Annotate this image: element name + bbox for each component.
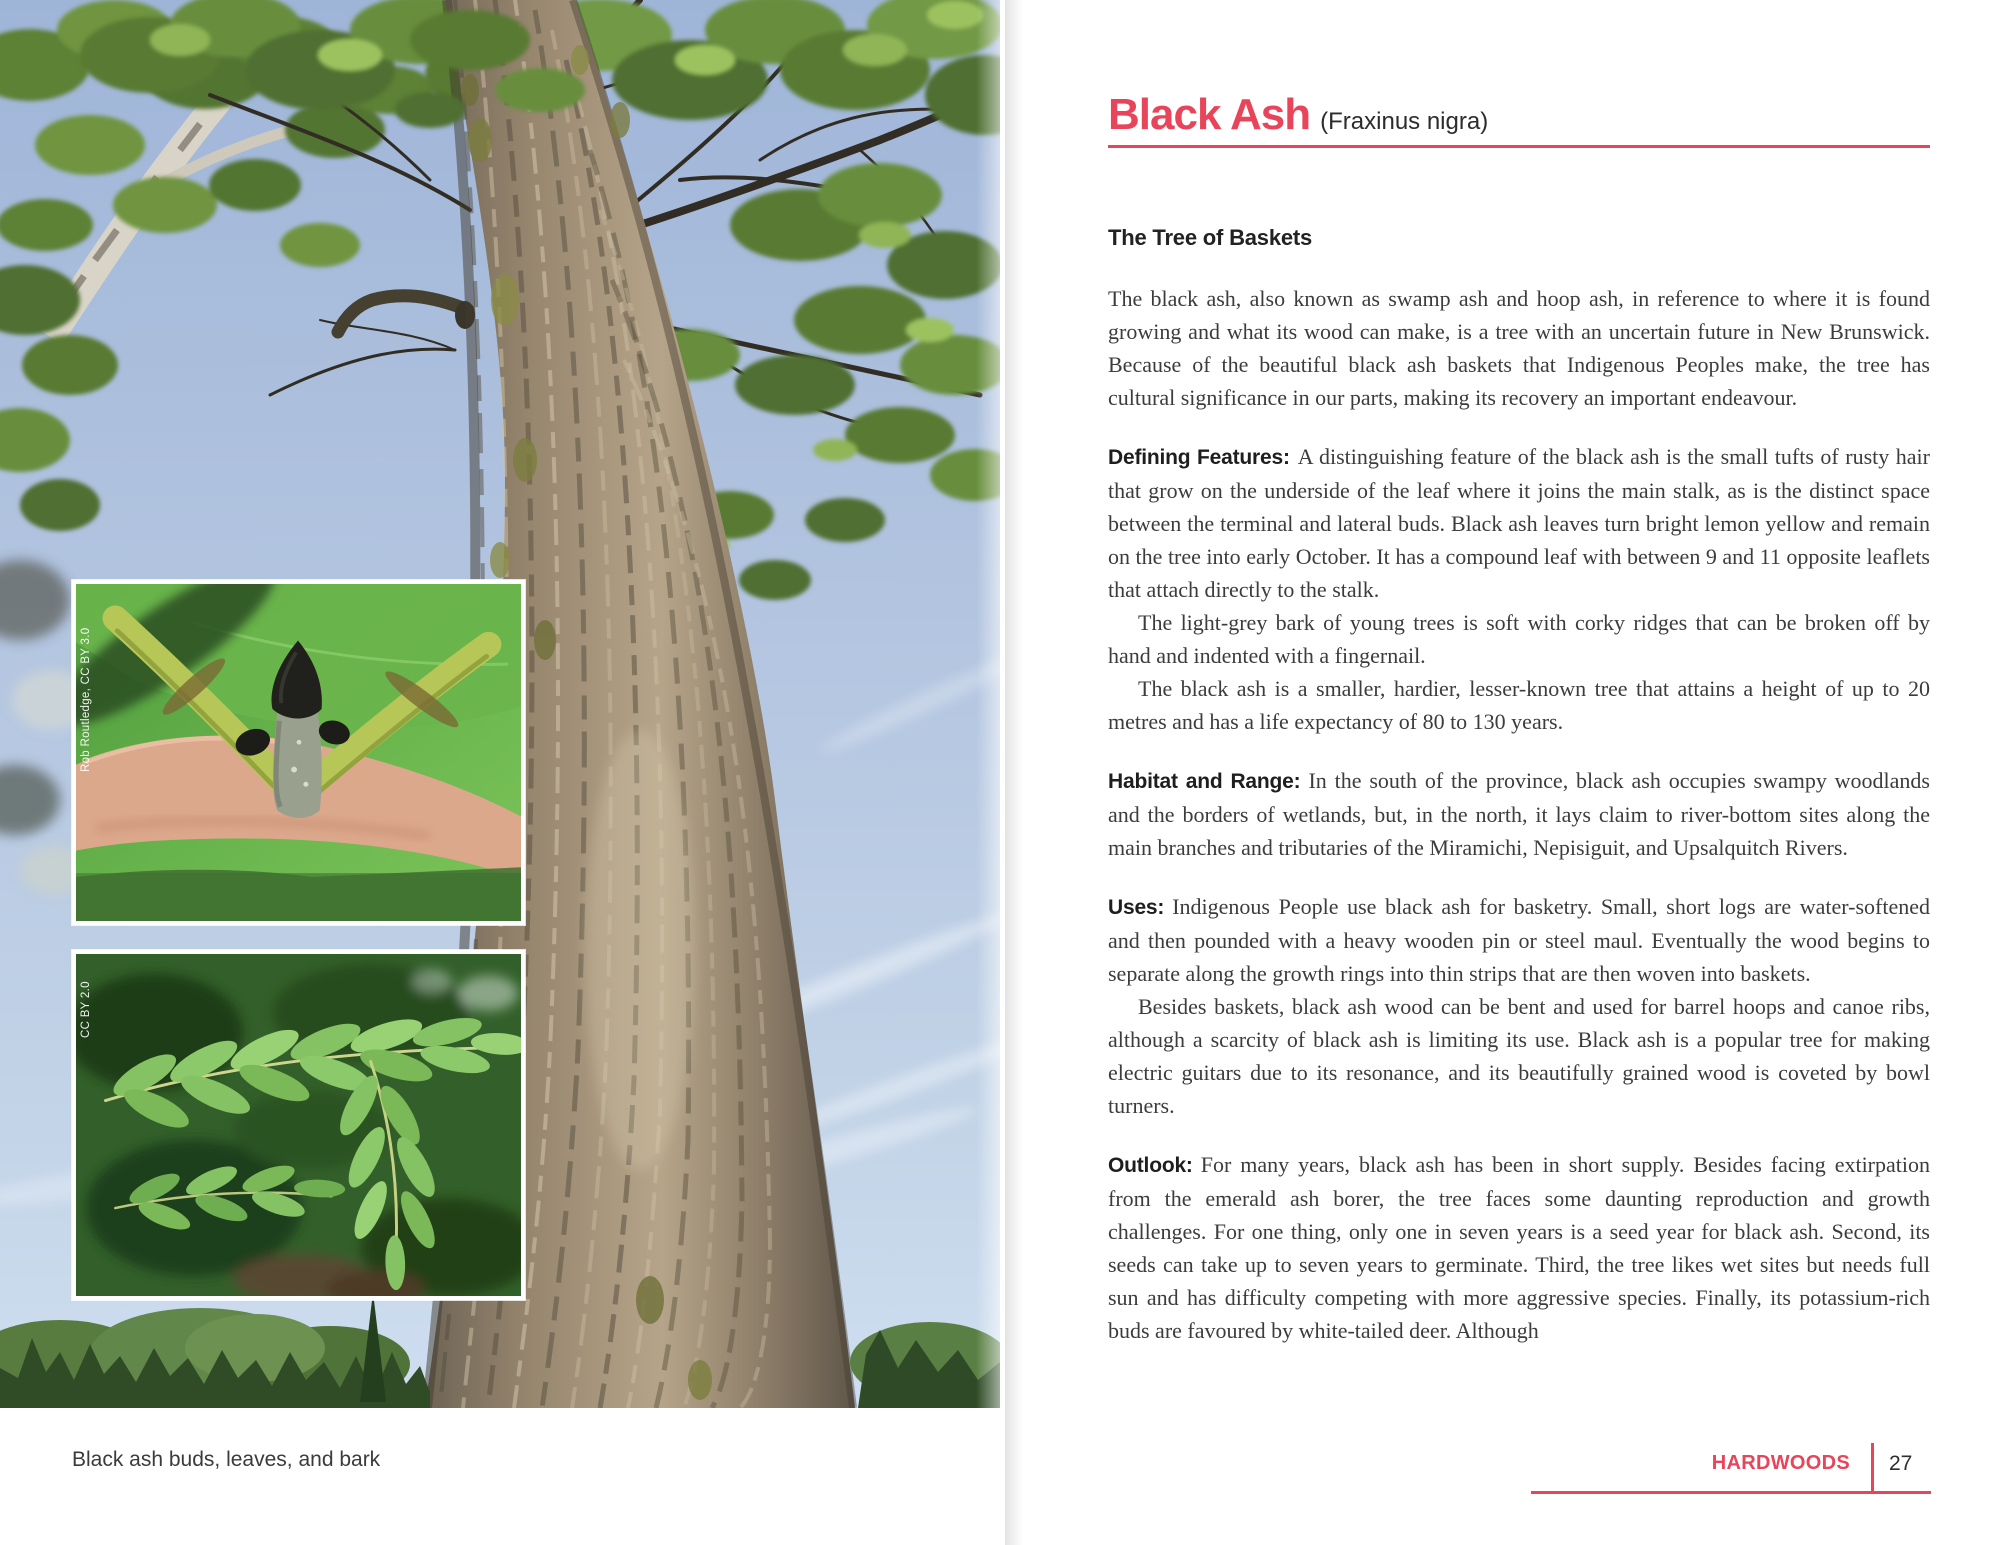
section-label: Outlook: xyxy=(1108,1154,1193,1177)
section-heading: The Tree of Baskets xyxy=(1108,225,1313,250)
section-label: Defining Features: xyxy=(1108,446,1290,469)
leaves-illustration xyxy=(76,954,521,1296)
section-label: Uses: xyxy=(1108,896,1165,919)
footer-rule xyxy=(1531,1491,1931,1494)
right-page xyxy=(1005,0,2000,1545)
section-text: Indigenous People use black ash for basketry. Small, short logs are water-softened and then pounded with a heavy wooden pin or steel maul. Eventually the wood begins to separate along the growth rings into thin strips that are then woven into baskets. xyxy=(1108,894,1930,986)
footer-section-label: HARDWOODS xyxy=(1711,1452,1850,1474)
body-paragraph xyxy=(1108,1148,1930,1347)
body-paragraph xyxy=(1108,440,1930,606)
intro-paragraph: The black ash, also known as swamp ash and hoop ash, in reference to where it is found growing and what its wood can make, is a tree with an uncertain future in New Brunswick. Because of the beautiful black ash baskets that Indigenous Peoples make, the tree has cultural significance in our parts, making its recovery an important endeavour. xyxy=(1108,286,1930,410)
photo-caption: Black ash buds, leaves, and bark xyxy=(72,1448,381,1471)
section-text: For many years, black ash has been in short supply. Besides facing extirpation from the emerald ash borer, the tree faces some daunting reproduction and growth challenges. For one thing, only one in seven years is a seed year for black ash. Second, its seeds can take up to seven years to germinate. Third, the tree likes wet sites but needs full sun and has difficulty competing with more aggressive species. Finally, its potassium-rich buds are favoured by white-tailed deer. Although xyxy=(1108,1152,1930,1343)
title-block xyxy=(1108,90,1930,140)
buds-inset-photo xyxy=(72,580,525,925)
section-text: In the south of the province, black ash occupies swampy woodlands and the borders of wetlands, but, in the north, it lays claim to river-bottom sites along the main branches and tributaries of the Miramichi, Nepisiguit, and Upsalquitch Rivers. xyxy=(1108,768,1930,860)
photo-credit-buds: Rob Routledge, CC BY 3.0 xyxy=(80,627,92,772)
sections xyxy=(1108,440,1930,1347)
body-paragraph xyxy=(1108,890,1930,990)
body-paragraph: Besides baskets, black ash wood can be bent and used for barrel hoops and canoe ribs, although a scarcity of black ash is limiting its use. Black ash is a popular tree for making electric guitars due to its resonance, and its beautifully grained wood is coveted by bowl turners. xyxy=(1108,994,1930,1118)
latin-name: (Fraxinus nigra) xyxy=(1320,108,1489,135)
body-paragraph xyxy=(1108,764,1930,864)
photo-credit-leaves: CC BY 2.0 xyxy=(80,981,92,1038)
article-text xyxy=(1108,221,1930,1347)
section-label: Habitat and Range: xyxy=(1108,770,1301,793)
title-rule xyxy=(1108,145,1930,148)
buds-illustration xyxy=(76,584,521,921)
section-text: A distinguishing feature of the black ash is the small tufts of rusty hair that grow on the underside of the leaf where it joins the main stalk, as is the distinct space between the terminal and lateral buds. Black ash leaves turn bright lemon yellow and remain on the tree into early October. It has a compound leaf with between 9 and 11 opposite leaflets that attach directly to the stalk. xyxy=(1108,444,1930,602)
photo-gutter-highlight xyxy=(976,0,1000,1408)
body-paragraph: The black ash is a smaller, hardier, lesser-known tree that attains a height of up to 20 metres and has a life expectancy of 80 to 130 years. xyxy=(1108,676,1930,734)
footer-divider xyxy=(1871,1443,1874,1494)
body-paragraph: The light-grey bark of young trees is soft with corky ridges that can be broken off by hand and indented with a fingernail. xyxy=(1108,610,1930,668)
page-title: Black Ash xyxy=(1108,90,1311,139)
leaves-inset-photo xyxy=(72,950,525,1300)
page-number: 27 xyxy=(1889,1452,1913,1475)
black-ash-tree-photo xyxy=(0,0,1000,1408)
